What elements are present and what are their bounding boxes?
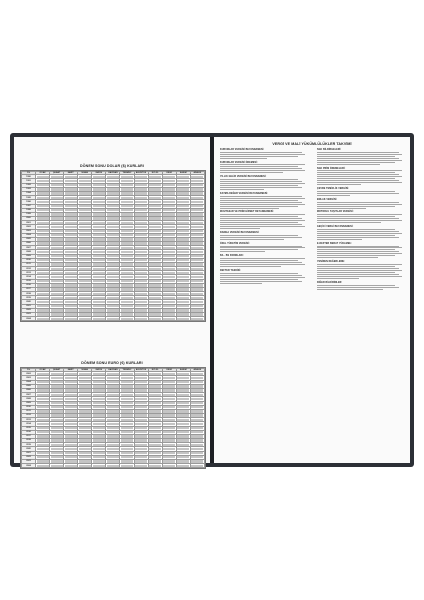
text-line (220, 214, 305, 215)
text-line (220, 154, 305, 155)
column-header: TEMMUZ (120, 369, 134, 372)
column-header: MART (64, 369, 78, 372)
rate-cell (134, 464, 148, 468)
year-cell: 2017 (22, 434, 36, 438)
column-header: OCAK (36, 172, 50, 175)
year-cell: 2004 (22, 233, 36, 237)
text-line (317, 216, 395, 217)
text-line (317, 274, 399, 275)
column-header: ŞUBAT (50, 369, 64, 372)
text-line (317, 247, 402, 248)
column-header: ŞUBAT (50, 172, 64, 175)
year-cell: 2007 (22, 246, 36, 250)
table-row (22, 317, 205, 321)
rate-cell (120, 464, 134, 468)
year-cell: 2003 (22, 229, 36, 233)
year-cell: 2018 (22, 439, 36, 443)
column-header: MAYIS (92, 172, 106, 175)
text-line (220, 275, 302, 276)
tax-section (220, 270, 307, 284)
tax-section (317, 211, 404, 223)
rate-cell (36, 464, 50, 468)
column-header: AĞUSTOS (135, 369, 147, 371)
text-line (220, 152, 302, 153)
text-line (220, 247, 305, 248)
year-cell: 2003 (22, 376, 36, 380)
tax-section (317, 168, 404, 186)
text-line (317, 239, 362, 240)
text-line (220, 198, 305, 199)
text-line (317, 287, 399, 288)
year-cell: 2018 (22, 292, 36, 296)
year-cell: 1993 (22, 187, 36, 191)
text-line (220, 158, 267, 159)
year-cell: 2005 (22, 384, 36, 388)
text-line (220, 246, 302, 247)
text-line (317, 204, 402, 205)
text-line (220, 206, 298, 207)
text-line (317, 272, 395, 273)
tax-section (220, 255, 307, 267)
year-cell: 2000 (22, 217, 36, 221)
table-row (22, 464, 205, 468)
year-cell: 2012 (22, 267, 36, 271)
text-line (220, 262, 302, 263)
rate-cell (50, 317, 64, 321)
section-heading: MOTORLU TAŞITLAR VERGİSİ: (317, 211, 354, 214)
text-line (220, 266, 281, 267)
rate-cell (134, 317, 148, 321)
column-header: YIL (22, 172, 36, 175)
rate-cell (120, 317, 134, 321)
text-line (317, 195, 350, 196)
text-line (220, 166, 298, 167)
year-cell: 1992 (22, 183, 36, 187)
column-header: YIL (22, 369, 36, 372)
year-cell: 2004 (22, 380, 36, 384)
tax-section (220, 232, 307, 240)
rate-cell (176, 317, 190, 321)
year-cell: 2001 (22, 221, 36, 225)
year-cell: 2020 (22, 447, 36, 451)
usd-rates-table (20, 170, 206, 322)
text-line (317, 285, 395, 286)
text-line (220, 281, 302, 282)
text-line (317, 164, 380, 165)
text-line (317, 182, 402, 183)
section-heading: E-DEFTER BERAT YÜKLEME: (317, 242, 352, 245)
rate-cell (148, 317, 162, 321)
year-cell: 2011 (22, 262, 36, 266)
section-heading: DİĞER BİLDİRİMLER: (317, 281, 343, 284)
year-cell: 2009 (22, 254, 36, 258)
text-line (317, 218, 399, 219)
text-line (317, 270, 402, 271)
text-line (317, 253, 402, 254)
year-cell: 1998 (22, 208, 36, 212)
text-line (220, 172, 283, 173)
text-line (220, 224, 302, 225)
tax-section (317, 243, 404, 259)
year-cell: 2009 (22, 401, 36, 405)
text-line (220, 204, 305, 205)
tax-section (220, 162, 307, 174)
text-line (220, 216, 298, 217)
year-cell: 2013 (22, 418, 36, 422)
year-cell: 1996 (22, 200, 36, 204)
column-header: ARALIK (190, 172, 204, 175)
rate-cell (162, 317, 176, 321)
tax-section (220, 149, 307, 159)
left-page (14, 137, 210, 467)
text-line (317, 158, 399, 159)
rate-cell (50, 464, 64, 468)
year-cell: 2011 (22, 409, 36, 413)
tax-section (317, 261, 404, 279)
text-line (220, 251, 265, 252)
text-line (317, 176, 402, 177)
year-cell: 2010 (22, 405, 36, 409)
text-line (317, 156, 395, 157)
section-heading: BA - BS FORMLARI: (220, 255, 244, 258)
rate-cell (92, 464, 106, 468)
year-cell: 2008 (22, 397, 36, 401)
section-heading: GEÇİCİ VERGİ BEYANNAMESİ: (317, 226, 354, 229)
section-heading: DEFTER TASDİKİ: (220, 269, 242, 272)
text-line (220, 239, 284, 240)
year-cell: 2015 (22, 279, 36, 283)
text-line (317, 214, 402, 215)
text-line (220, 168, 302, 169)
year-cell: 1997 (22, 204, 36, 208)
text-line (220, 156, 298, 157)
column-header: NİSAN (78, 172, 92, 175)
section-heading: YENİDEN DEĞERLEME: (317, 261, 345, 264)
tax-calendar-column-right (317, 149, 404, 293)
tax-section (220, 243, 307, 253)
year-cell: 1994 (22, 191, 36, 195)
text-line (220, 279, 298, 280)
text-line (317, 276, 402, 277)
tax-section (317, 282, 404, 290)
text-line (317, 268, 399, 269)
year-cell: 2022 (22, 455, 36, 459)
section-heading: MUHTASAR VE PRİM HİZMET BEYANNAMESİ: (220, 211, 275, 214)
column-header: TEMMUZ (120, 172, 134, 175)
text-line (317, 193, 399, 194)
text-line (220, 181, 302, 182)
tax-calendar-title: VERGİ VE MALİ YÜKÜMLÜLÜKLER TAKVİMİ (272, 142, 352, 146)
eur-rates-table (20, 367, 206, 469)
year-cell: 2019 (22, 296, 36, 300)
text-line (220, 226, 305, 227)
section-heading: KURUMLAR VERGİSİ ÖDEMESİ: (220, 161, 258, 164)
text-line (220, 200, 298, 201)
column-header: NİSAN (78, 369, 92, 372)
text-line (220, 258, 305, 259)
text-line (317, 249, 395, 250)
text-line (220, 189, 264, 190)
year-cell: 2022 (22, 308, 36, 312)
column-header: KASIM (176, 369, 190, 372)
usd-table-title: DÖNEM SONU DOLAR ($) KURLARI (80, 164, 144, 168)
year-cell: 2008 (22, 250, 36, 254)
year-cell: 2020 (22, 300, 36, 304)
text-line (317, 154, 402, 155)
year-cell: 2023 (22, 312, 36, 316)
year-cell: 1990 (22, 175, 36, 179)
year-cell: 2024 (22, 317, 36, 321)
text-line (220, 273, 298, 274)
text-line (220, 208, 279, 209)
rate-cell (36, 317, 50, 321)
text-line (317, 246, 399, 247)
year-cell: 2006 (22, 242, 36, 246)
year-cell: 1991 (22, 179, 36, 183)
text-line (220, 277, 305, 278)
year-cell: 2021 (22, 304, 36, 308)
text-line (317, 152, 399, 153)
text-line (220, 179, 298, 180)
text-line (317, 160, 402, 161)
rate-cell (78, 317, 92, 321)
text-line (317, 264, 402, 265)
text-line (317, 202, 399, 203)
text-line (220, 220, 305, 221)
year-cell: 2019 (22, 443, 36, 447)
year-cell: 2015 (22, 426, 36, 430)
text-line (317, 289, 383, 290)
text-line (220, 196, 302, 197)
rate-cell (78, 464, 92, 468)
text-line (220, 202, 302, 203)
text-line (317, 180, 399, 181)
text-line (220, 260, 298, 261)
text-line (317, 172, 395, 173)
column-header: HAZİRAN (106, 369, 120, 372)
tax-section (220, 193, 307, 209)
section-heading: ÖZEL TÜKETİM VERGİSİ: (220, 242, 250, 245)
section-heading: SGK PRİM ÖDEMELERİ: (317, 167, 346, 170)
column-header: KASIM (176, 172, 190, 175)
year-cell: 2016 (22, 283, 36, 287)
tax-section (317, 149, 404, 165)
section-heading: YILLIK GELİR VERGİSİ BEYANNAMESİ: (220, 176, 267, 179)
section-heading: DAMGA VERGİSİ BEYANNAMESİ: (220, 232, 260, 235)
section-heading: KURUMLAR VERGİSİ BEYANNAMESİ: (220, 149, 265, 151)
year-cell: 2002 (22, 225, 36, 229)
tax-section (317, 226, 404, 240)
rate-cell (148, 464, 162, 468)
text-line (220, 228, 260, 229)
text-line (317, 257, 378, 258)
year-cell: 2016 (22, 430, 36, 434)
rate-cell (106, 464, 120, 468)
column-header: OCAK (36, 369, 50, 372)
text-line (317, 251, 399, 252)
year-cell: 2014 (22, 275, 36, 279)
text-line (220, 187, 302, 188)
text-line (317, 237, 399, 238)
rate-cell (64, 317, 78, 321)
column-header: HAZİRAN (106, 172, 120, 175)
text-line (317, 222, 381, 223)
text-line (317, 266, 395, 267)
year-cell: 2006 (22, 388, 36, 392)
year-cell: 2005 (22, 237, 36, 241)
text-line (220, 264, 305, 265)
column-header: EKİM (162, 172, 176, 175)
text-line (317, 162, 395, 163)
text-line (220, 222, 298, 223)
text-line (317, 174, 399, 175)
year-cell: 1999 (22, 212, 36, 216)
text-line (220, 185, 298, 186)
text-line (317, 231, 399, 232)
section-heading: EMLAK VERGİSİ: (317, 198, 338, 201)
column-header: EKİM (162, 369, 176, 372)
text-line (317, 235, 395, 236)
text-line (317, 233, 402, 234)
rate-cell (176, 464, 190, 468)
year-cell: 1995 (22, 196, 36, 200)
section-heading: SGK BİLDİRGELERİ: (317, 149, 342, 151)
right-page (214, 137, 410, 463)
year-cell: 2023 (22, 459, 36, 463)
text-line (317, 278, 359, 279)
year-cell: 2024 (22, 464, 36, 468)
rate-cell (162, 464, 176, 468)
text-line (317, 178, 395, 179)
eur-table-title: DÖNEM SONU EURO (€) KURLARI (81, 361, 143, 365)
text-line (220, 249, 298, 250)
year-cell: 2017 (22, 287, 36, 291)
tax-section (317, 199, 404, 209)
rate-cell (190, 464, 204, 468)
text-line (220, 237, 302, 238)
year-cell: 2012 (22, 414, 36, 418)
text-line (317, 220, 402, 221)
text-line (220, 170, 305, 171)
rate-cell (106, 317, 120, 321)
text-line (317, 206, 395, 207)
column-header: AĞUSTOS (135, 172, 147, 174)
text-line (317, 229, 395, 230)
text-line (220, 218, 302, 219)
section-heading: ÇEVRE TEMİZLİK VERGİSİ: (317, 188, 350, 191)
year-cell: 2013 (22, 271, 36, 275)
year-cell: 2010 (22, 258, 36, 262)
year-cell: 2007 (22, 393, 36, 397)
text-line (220, 183, 305, 184)
rate-cell (64, 464, 78, 468)
tax-section (220, 176, 307, 190)
section-heading: KATMA DEĞER VERGİSİ BEYANNAMESİ: (220, 192, 269, 195)
year-cell: 2021 (22, 451, 36, 455)
year-cell: 2002 (22, 372, 36, 376)
tax-section (317, 188, 404, 196)
rate-cell (190, 317, 204, 321)
year-cell: 2014 (22, 422, 36, 426)
column-header: ARALIK (190, 369, 204, 372)
text-line (317, 208, 366, 209)
text-line (220, 283, 262, 284)
text-line (317, 255, 395, 256)
tax-calendar-column-left (220, 149, 307, 287)
column-header: EYLÜL (148, 369, 162, 372)
column-header: MAYIS (92, 369, 106, 372)
text-line (220, 235, 298, 236)
column-header: MART (64, 172, 78, 175)
rate-cell (92, 317, 106, 321)
text-line (317, 184, 361, 185)
tax-section (220, 211, 307, 229)
text-line (317, 191, 395, 192)
column-header: EYLÜL (148, 172, 162, 175)
